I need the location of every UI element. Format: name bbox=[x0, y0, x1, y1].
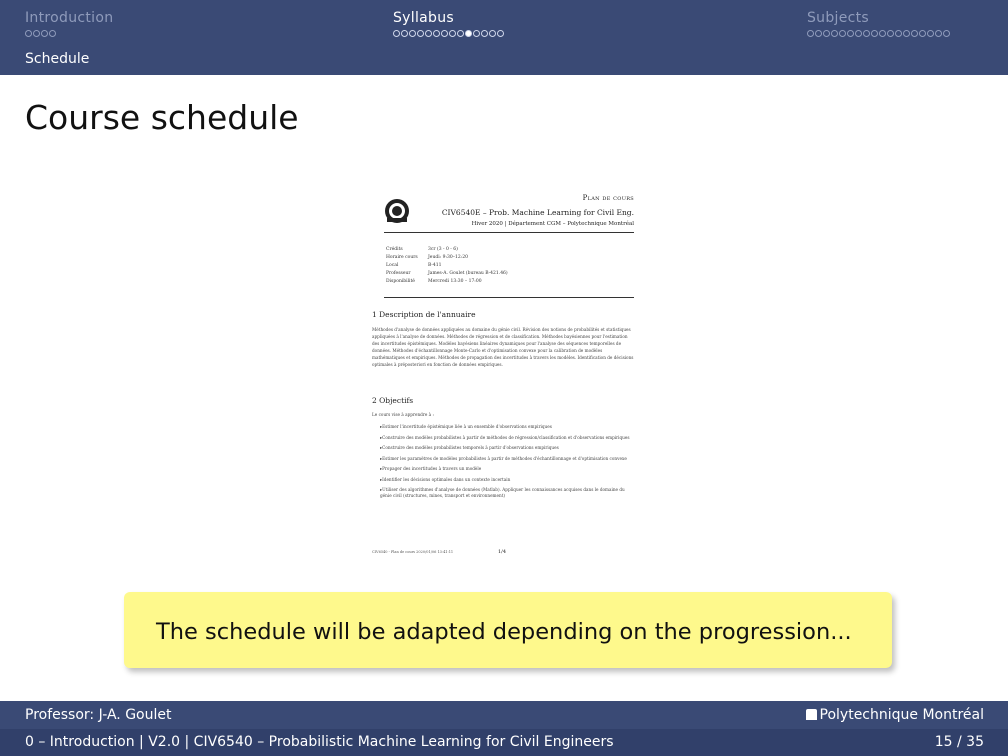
nav-dot[interactable] bbox=[871, 30, 878, 37]
list-item: ▸ Utiliser des algorithmes d'analyse de données (Matlab). Appliquer les connaissances acquises dans le domaine du génie civil (structures, mines, transport et environnement) bbox=[380, 487, 634, 499]
nav-dot[interactable] bbox=[919, 30, 926, 37]
nav-dots-subjects[interactable] bbox=[807, 30, 950, 37]
nav-dot[interactable] bbox=[887, 30, 894, 37]
nav-dot[interactable] bbox=[847, 30, 854, 37]
nav-dot[interactable] bbox=[433, 30, 440, 37]
nav-dot[interactable] bbox=[417, 30, 424, 37]
nav-dot[interactable] bbox=[863, 30, 870, 37]
nav-dot[interactable] bbox=[409, 30, 416, 37]
nav-dot[interactable] bbox=[33, 30, 40, 37]
footer-course-line: 0 – Introduction | V2.0 | CIV6540 – Probabilistic Machine Learning for Civil Engineers bbox=[25, 734, 614, 750]
document-course-subtitle: Hiver 2020 | Département CGM – Polytechnique Montréal bbox=[471, 221, 634, 227]
nav-subsection: Schedule bbox=[25, 51, 90, 67]
header-bar bbox=[0, 0, 1008, 75]
nav-section-introduction[interactable]: Introduction bbox=[25, 10, 114, 26]
footer-bar-bottom bbox=[0, 729, 1008, 756]
nav-dot[interactable] bbox=[935, 30, 942, 37]
nav-dot[interactable] bbox=[41, 30, 48, 37]
nav-dots-introduction[interactable] bbox=[25, 30, 56, 37]
document-rule-bottom bbox=[384, 297, 634, 298]
list-item: ▸ Construire des modèles probabilistes temporels à partir d'observations empiriques bbox=[380, 445, 634, 451]
nav-dot[interactable] bbox=[465, 30, 472, 37]
list-item: ▸ Estimer l'incertitude épistémique liée à un ensemble d'observations empiriques bbox=[380, 424, 634, 430]
document-course-title: CIV6540E – Prob. Machine Learning for Civil Eng. bbox=[441, 208, 634, 217]
info-row: Disponibilité Mercredi 13:30 – 17:00 bbox=[386, 279, 482, 284]
nav-dot[interactable] bbox=[497, 30, 504, 37]
university-seal-icon bbox=[384, 198, 410, 224]
list-item: ▸ Identifier les décisions optimales dans un contexte incertain bbox=[380, 477, 634, 483]
nav-dot[interactable] bbox=[25, 30, 32, 37]
nav-dot[interactable] bbox=[457, 30, 464, 37]
nav-dot[interactable] bbox=[927, 30, 934, 37]
info-row: Horaire cours Jeudi: 9:30–12:20 bbox=[386, 255, 468, 260]
nav-dot[interactable] bbox=[855, 30, 862, 37]
nav-dot[interactable] bbox=[49, 30, 56, 37]
institution-logo-icon bbox=[806, 709, 817, 720]
nav-section-syllabus[interactable]: Syllabus bbox=[393, 10, 454, 26]
document-rule-top bbox=[384, 232, 634, 233]
nav-dot[interactable] bbox=[393, 30, 400, 37]
nav-section-subjects[interactable]: Subjects bbox=[807, 10, 870, 26]
document-section2-intro: Le cours vise à apprendre à : bbox=[372, 412, 434, 417]
document-section1-text: Méthodes d'analyse de données appliquées au domaine du génie civil. Révision des notions de probabilités et statistiques appliquées à l'analyse de données. Méthodes de régression et de classification. Méthodes bayésiennes pour l'estimation des incertitudes épistémiques. Modèles bayésiens linéaires dynamiques pour l'analyse des séquences temporelles de données. Méthodes d'échantillonnage Monte-Carlo et d'optimisation convexe pour la calibration de modèles mathématiques et empiriques. Méthodes de propagation des incertitudes à travers les modèles. Identification de décisions optimales à préposteriori en fonction de données empiriques. bbox=[372, 327, 634, 367]
nav-dots-syllabus[interactable] bbox=[393, 30, 504, 37]
nav-dot[interactable] bbox=[815, 30, 822, 37]
list-item: ▸ Estimer les paramètres de modèles probabilistes à partir de méthodes d'échantillonnage et d'optimisation convexe bbox=[380, 456, 634, 462]
course-plan-document bbox=[368, 186, 640, 574]
nav-dot[interactable] bbox=[449, 30, 456, 37]
list-item: ▸ Propager des incertitudes à travers un modèle bbox=[380, 466, 634, 472]
callout-text: The schedule will be adapted depending on the progression... bbox=[156, 619, 852, 645]
document-section2-heading: 2 Objectifs bbox=[372, 396, 414, 405]
nav-dot[interactable] bbox=[489, 30, 496, 37]
nav-dot[interactable] bbox=[425, 30, 432, 37]
nav-dot[interactable] bbox=[895, 30, 902, 37]
footer-page-number: 15 / 35 bbox=[934, 734, 984, 750]
nav-dot[interactable] bbox=[879, 30, 886, 37]
nav-dot[interactable] bbox=[807, 30, 814, 37]
nav-dot[interactable] bbox=[823, 30, 830, 37]
nav-dot[interactable] bbox=[481, 30, 488, 37]
nav-dot[interactable] bbox=[911, 30, 918, 37]
document-header-label: Plan de cours bbox=[582, 194, 634, 202]
info-row: Local B-411 bbox=[386, 263, 442, 268]
footer-institution: Polytechnique Montréal bbox=[806, 707, 984, 723]
info-row: Professeur James-A. Goulet (bureau B-421.46) bbox=[386, 271, 508, 276]
info-row: Crédits 3cr (3 - 0 - 6) bbox=[386, 247, 458, 252]
document-info-table bbox=[386, 246, 508, 286]
nav-dot[interactable] bbox=[903, 30, 910, 37]
document-page-number: 1/4 bbox=[498, 549, 507, 555]
nav-dot[interactable] bbox=[473, 30, 480, 37]
callout-box bbox=[124, 592, 892, 668]
nav-dot[interactable] bbox=[441, 30, 448, 37]
slide-title: Course schedule bbox=[25, 98, 299, 137]
footer-professor: Professor: J-A. Goulet bbox=[25, 707, 172, 723]
nav-dot[interactable] bbox=[943, 30, 950, 37]
document-objectives-list bbox=[380, 424, 634, 504]
nav-dot[interactable] bbox=[401, 30, 408, 37]
list-item: ▸ Construire des modèles probabilistes à partir de méthodes de régression/classification et d'observations empiriques bbox=[380, 435, 634, 441]
document-section1-heading: 1 Description de l'annuaire bbox=[372, 310, 476, 319]
nav-dot[interactable] bbox=[831, 30, 838, 37]
document-footer: CIV6540 - Plan de cours 2020/01/06 13:41:11 bbox=[372, 550, 454, 554]
nav-dot[interactable] bbox=[839, 30, 846, 37]
footer-bar-top bbox=[0, 701, 1008, 729]
